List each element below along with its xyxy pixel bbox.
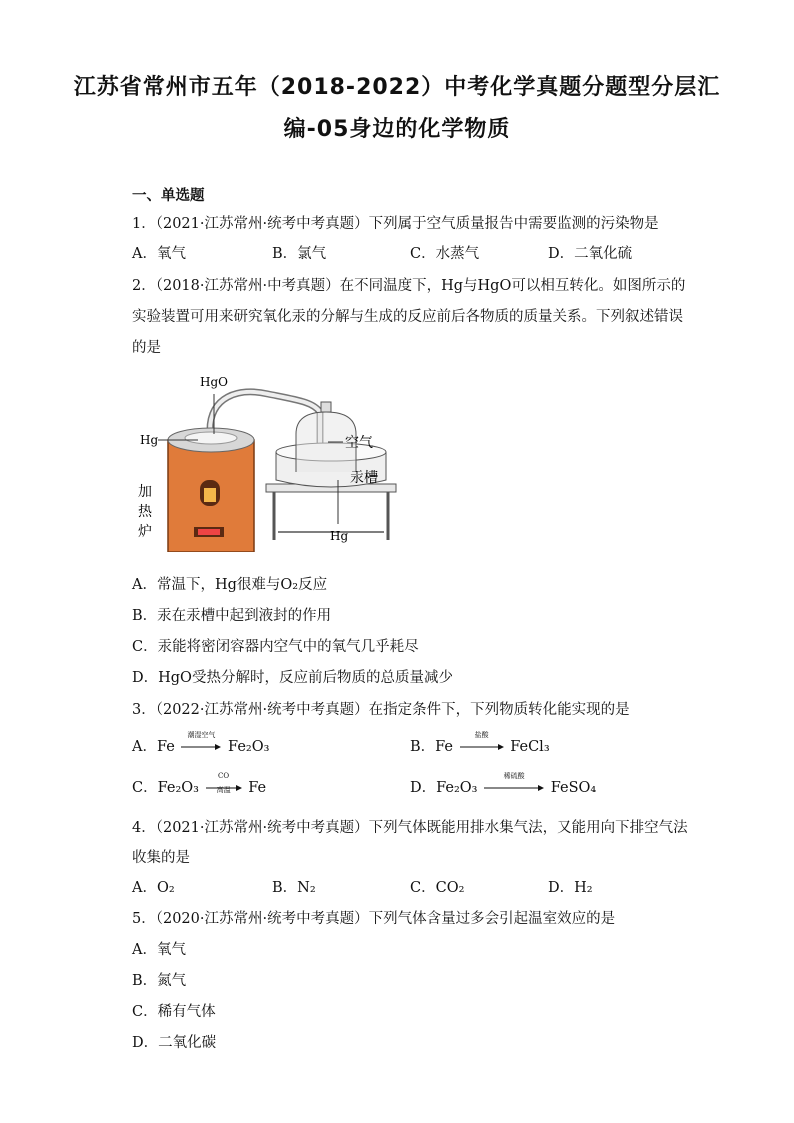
q3-option-d [410,772,597,798]
label-furnace-3: 炉 [138,524,152,540]
question-5-stem: 5．（2020·江苏常州·统考中考真题）下列气体含量过多会引起温室效应的是 [132,911,616,927]
q2-option-d: D．HgO受热分解时，反应前后物质的总质量减少 [132,670,453,686]
q3-c-product: Fe [248,780,267,796]
q1-option-b: B．氯气 [272,246,327,262]
label-furnace-1: 加 [138,484,152,500]
q4-option-a: A．O₂ [132,880,175,896]
question-3-stem: 3．（2022·江苏常州·统考中考真题）在指定条件下，下列物质转化能实现的是 [132,702,630,718]
page-title-line2: 编-05身边的化学物质 [283,117,511,142]
flame [204,488,216,502]
furnace-fire [198,529,220,535]
arrow-icon [181,743,221,751]
q3-d-product: FeSO₄ [550,780,597,796]
q3-a-arrow [181,731,221,757]
q1-option-a: A．氧气 [132,246,186,262]
question-4-stem-line1: 4．（2021·江苏常州·统考中考真题）下列气体既能用排水集气法，又能用向下排空气法 [132,820,688,836]
q3-b-condition: 盐酸 [474,731,489,739]
section-heading: 一、单选题 [132,188,205,204]
label-hgo: HgO [200,375,228,389]
q3-c-condition: CO [218,772,230,780]
page-title-line1: 江苏省常州市五年（2018-2022）中考化学真题分题型分层汇 [73,75,721,100]
q3-a-condition: 潮湿空气 [187,731,216,739]
q3-a-product: Fe₂O₃ [228,739,270,755]
label-furnace-2: 热 [138,504,152,520]
q5-option-c: C．稀有气体 [132,1004,216,1020]
question-2-stem-line1: 2．（2018·江苏常州·中考真题）在不同温度下，Hg与HgO可以相互转化。如图所示的 [132,278,686,294]
q3-option-b [410,731,550,757]
q5-option-d: D．二氧化碳 [132,1035,217,1051]
q3-option-a [132,731,270,757]
question-2-stem-line2: 实验装置可用来研究氧化汞的分解与生成的反应前后各物质的质量关系。下列叙述错误 [132,309,683,325]
q1-option-c: C．水蒸气 [410,246,480,262]
q2-option-c: C．汞能将密闭容器内空气中的氧气几乎耗尽 [132,639,419,655]
label-trough: 汞槽 [350,470,378,486]
q3-d-condition: 稀硫酸 [503,772,525,780]
q3-b-arrow [460,731,504,757]
q3-b-product: FeCl₃ [510,739,550,755]
q4-option-b: B．N₂ [272,880,316,896]
bell-jar-knob [321,402,331,412]
q3-c-condition-below: 高温 [216,786,231,794]
q2-option-b: B．汞在汞槽中起到液封的作用 [132,608,332,624]
q4-option-d: D．H₂ [548,880,593,896]
label-air: 空气 [345,435,373,451]
q2-option-a: A．常温下，Hg很难与O₂反应 [132,577,328,593]
q1-option-d: D．二氧化硫 [548,246,633,262]
question-1-stem: 1．（2021·江苏常州·统考中考真题）下列属于空气质量报告中需要监测的污染物是 [132,216,659,232]
label-hg-bottom: Hg [330,529,349,543]
question-4-stem-line2: 收集的是 [132,850,190,866]
q3-c-arrow [206,772,242,798]
question-2-stem-line3: 的是 [132,340,161,356]
q3-d-reactant: D．Fe₂O₃ [410,780,478,796]
retort-vessel [185,432,237,444]
label-hg-left: Hg [140,433,159,447]
q5-option-b: B．氮气 [132,973,187,989]
q4-option-c: C．CO₂ [410,880,465,896]
arrow-icon [484,784,544,792]
mercury-oxide-apparatus-figure [138,372,398,552]
q3-d-arrow [484,772,544,798]
q3-a-reactant: A．Fe [132,739,175,755]
arrow-icon [460,743,504,751]
q3-c-reactant: C．Fe₂O₃ [132,780,199,796]
q5-option-a: A．氧气 [132,942,186,958]
q3-option-c [132,772,267,798]
q3-b-reactant: B．Fe [410,739,454,755]
